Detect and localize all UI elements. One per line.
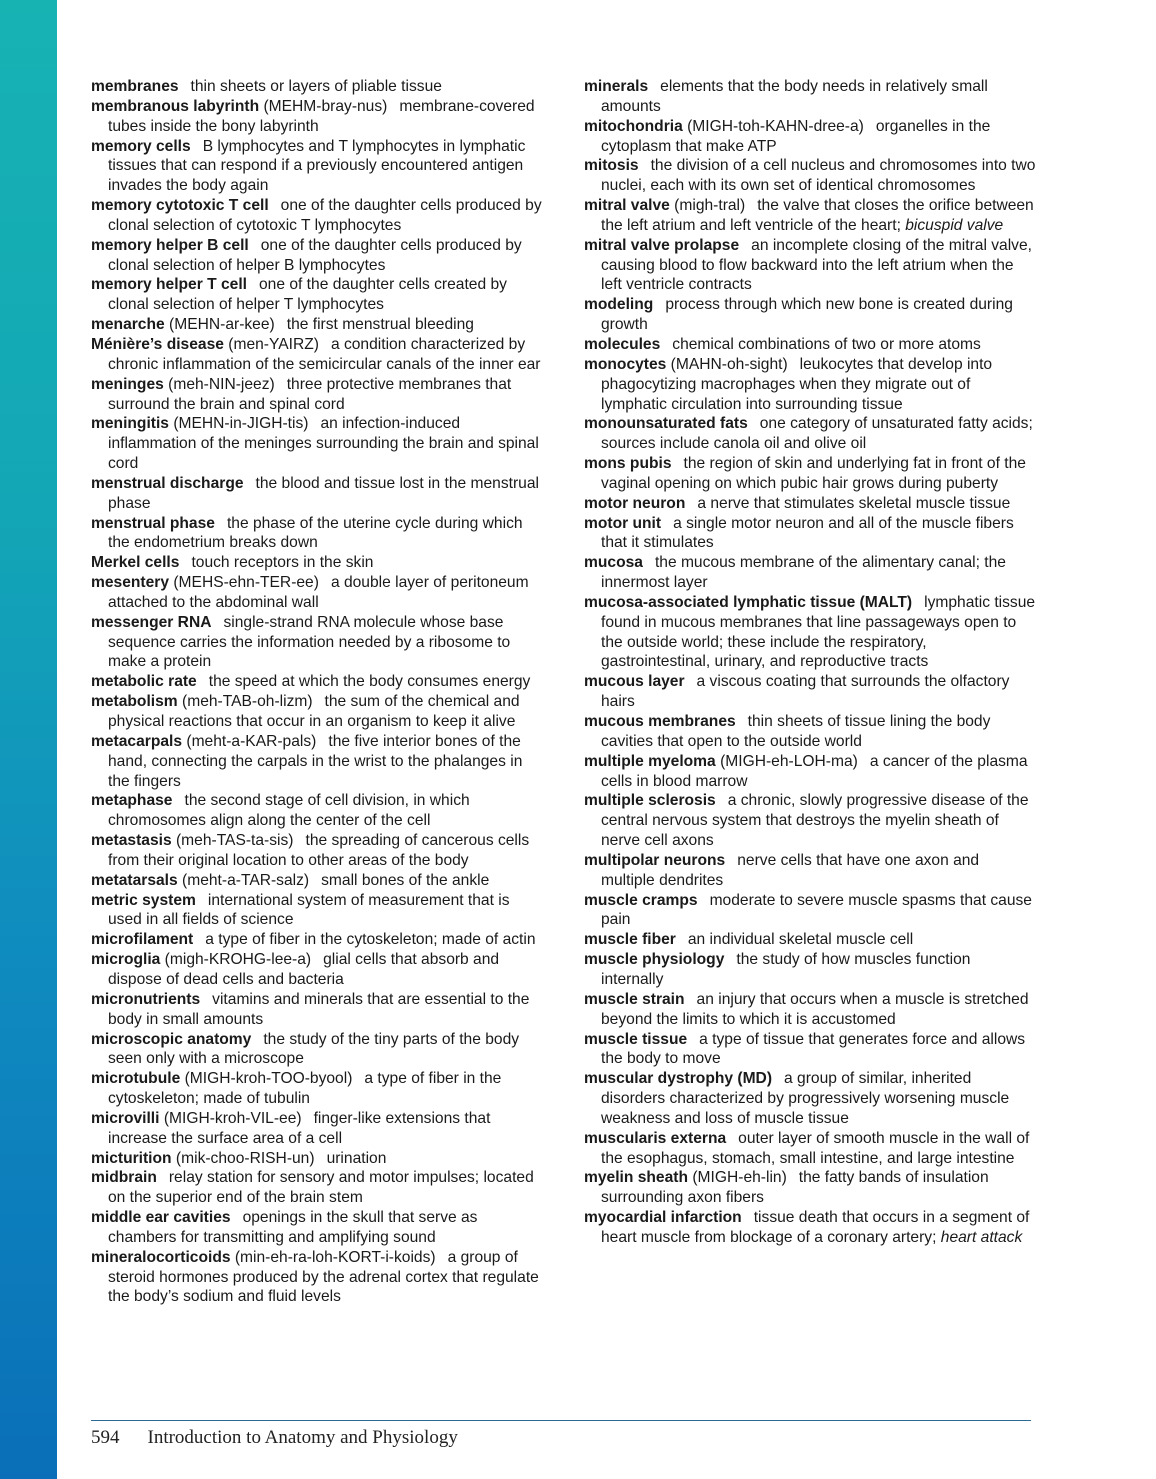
glossary-term: microvilli — [91, 1109, 160, 1127]
glossary-pronunciation: (MIGH-eh-LOH-ma) — [720, 752, 858, 770]
glossary-pronunciation: (meh-NIN-jeez) — [168, 375, 275, 393]
glossary-pronunciation: (meh-TAS-ta-sis) — [175, 832, 294, 850]
glossary-entry — [91, 831, 543, 871]
glossary-term: menarche — [91, 316, 165, 334]
glossary-entry — [91, 1149, 543, 1169]
glossary-term: mucous membranes — [584, 713, 736, 730]
glossary-definition: international system of measurement that is used in all fields of science — [108, 891, 510, 929]
glossary-pronunciation: (migh-KROHG-lee-a) — [164, 951, 312, 969]
glossary-entry — [584, 514, 1036, 554]
glossary-pronunciation: (MIGH-kroh-TOO-byool) — [184, 1070, 353, 1088]
glossary-definition: membrane-covered tubes inside the bony labyrinth — [108, 97, 535, 135]
glossary-entry — [584, 335, 1036, 355]
glossary-definition: the first menstrual bleeding — [286, 316, 474, 334]
glossary-term: metric system — [91, 891, 196, 909]
glossary-pronunciation: (MEHS-ehn-TER-ee) — [173, 574, 319, 592]
glossary-pronunciation: (MIGH-toh-KAHN-dree-a) — [687, 117, 864, 135]
glossary-entry — [584, 1168, 1036, 1208]
glossary-entry — [584, 930, 1036, 950]
glossary-entry — [584, 196, 1036, 236]
page-footer — [91, 1427, 458, 1449]
glossary-term: membranes — [91, 78, 179, 95]
glossary-pronunciation: (MIGH-eh-lin) — [692, 1169, 787, 1187]
glossary-definition: the study of how muscles function internally — [601, 951, 971, 988]
glossary-definition: tissue death that occurs in a segment of heart muscle from blockage of a coronary artery; — [601, 1209, 1030, 1246]
glossary-entry — [584, 1069, 1036, 1129]
glossary-term: muscle fiber — [584, 931, 676, 949]
glossary-entry — [584, 990, 1036, 1030]
glossary-definition: the division of a cell nucleus and chromosomes into two nuclei, each with its own set of identical chromosomes — [601, 157, 1036, 195]
glossary-definition: elements that the body needs in relatively small amounts — [601, 78, 988, 115]
glossary-definition: a single motor neuron and all of the muscle fibers that it stimulates — [601, 514, 1014, 552]
glossary-definition: relay station for sensory and motor impulses; located on the superior end of the brain stem — [108, 1169, 534, 1207]
glossary-definition: a type of fiber in the cytoskeleton; made of actin — [205, 931, 536, 949]
glossary-entry — [584, 950, 1036, 990]
glossary-entry — [584, 355, 1036, 415]
glossary-term: monocytes — [584, 355, 667, 373]
glossary-term: muscle strain — [584, 990, 685, 1008]
glossary-definition: vitamins and minerals that are essential to the body in small amounts — [108, 990, 530, 1028]
glossary-entry — [91, 514, 543, 554]
glossary-entry — [584, 593, 1036, 672]
glossary-entry — [91, 275, 543, 315]
glossary-definition: finger-like extensions that increase the surface area of a cell — [108, 1109, 491, 1147]
glossary-term: memory helper T cell — [91, 276, 247, 294]
glossary-definition: thin sheets of tissue lining the body cavities that open to the outside world — [601, 713, 991, 750]
glossary-definition: the mucous membrane of the alimentary canal; the innermost layer — [601, 554, 1006, 592]
glossary-alternate-term: heart attack — [940, 1228, 1023, 1246]
glossary-term: muscle physiology — [584, 951, 725, 969]
glossary-entry — [584, 236, 1036, 296]
glossary-definition: one of the daughter cells produced by clonal selection of cytotoxic T lymphocytes — [108, 197, 542, 234]
page-number: 594 — [91, 1427, 120, 1448]
glossary-term: multiple myeloma — [584, 752, 716, 770]
glossary-definition: a chronic, slowly progressive disease of the central nervous system that destroys the myelin sheath of nerve cell axons — [601, 792, 1029, 850]
glossary-entry — [91, 791, 543, 831]
glossary-term: metastasis — [91, 832, 172, 850]
glossary-definition: small bones of the ankle — [321, 871, 490, 889]
book-title: Introduction to Anatomy and Physiology — [147, 1427, 458, 1448]
glossary-entry — [91, 1168, 543, 1208]
glossary-entry — [584, 712, 1036, 752]
glossary-alternate-term: bicuspid valve — [905, 216, 1004, 234]
glossary-term: memory cells — [91, 137, 191, 155]
glossary-term: menstrual phase — [91, 514, 215, 532]
glossary-term: muscular dystrophy (MD) — [584, 1070, 773, 1088]
glossary-entry — [584, 1129, 1036, 1169]
glossary-term: monounsaturated fats — [584, 415, 748, 433]
glossary-definition: the sum of the chemical and physical reactions that occur in an organism to keep it alive — [108, 693, 520, 730]
glossary-definition: the second stage of cell division, in which chromosomes align along the center of the cell — [108, 792, 470, 830]
glossary-term: membranous labyrinth — [91, 97, 260, 115]
glossary-definition: a type of fiber in the cytoskeleton; made of tubulin — [108, 1070, 502, 1108]
glossary-term: midbrain — [91, 1169, 157, 1187]
glossary-entry — [91, 672, 543, 692]
glossary-term: muscle tissue — [584, 1030, 688, 1048]
glossary-definition: a double layer of peritoneum attached to the abdominal wall — [108, 574, 529, 611]
glossary-pronunciation: (MIGH-kroh-VIL-ee) — [163, 1109, 302, 1127]
glossary-term: myocardial infarction — [584, 1209, 742, 1227]
glossary-pronunciation: (meh-TAB-oh-lizm) — [182, 693, 313, 711]
glossary-definition: openings in the skull that serve as chambers for transmitting and amplifying sound — [108, 1209, 478, 1246]
glossary-definition: the phase of the uterine cycle during which the endometrium breaks down — [108, 514, 523, 552]
glossary-entry — [584, 156, 1036, 196]
glossary-term: micronutrients — [91, 990, 201, 1008]
glossary-definition: leukocytes that develop into phagocytizing macrophages when they migrate out of lymphatic circulation into surrounding tissue — [601, 355, 993, 413]
glossary-entry — [584, 891, 1036, 931]
glossary-definition: the blood and tissue lost in the menstrual phase — [108, 474, 539, 512]
glossary-pronunciation: (mik-choo-RISH-un) — [175, 1149, 315, 1167]
glossary-term: mitral valve — [584, 197, 670, 215]
glossary-definition: touch receptors in the skin — [191, 554, 374, 572]
glossary-entry — [91, 137, 543, 197]
glossary-definition: a group of similar, inherited disorders characterized by progressively worsening muscle weakness and loss of muscle tissue — [601, 1070, 1010, 1127]
glossary-entry — [584, 672, 1036, 712]
glossary-term: Merkel cells — [91, 554, 180, 572]
glossary-entry — [584, 1030, 1036, 1070]
glossary-term: memory cytotoxic T cell — [91, 197, 269, 215]
glossary-entry — [584, 117, 1036, 157]
glossary-entry — [584, 791, 1036, 851]
glossary-definition: an incomplete closing of the mitral valve, causing blood to flow backward into the left atrium when the left ventricle contracts — [601, 236, 1032, 294]
glossary-entry — [91, 1248, 543, 1308]
glossary-definition: an infection-induced inflammation of the meninges surrounding the brain and spinal cord — [108, 415, 539, 473]
glossary-definition: the five interior bones of the hand, connecting the carpals in the wrist to the phalanges in the fingers — [108, 732, 523, 790]
glossary-term: metabolism — [91, 693, 178, 711]
glossary-column-left — [91, 77, 543, 1307]
glossary-entry — [91, 692, 543, 732]
glossary-definition: outer layer of smooth muscle in the wall of the esophagus, stomach, small intestine, and large intestine — [601, 1129, 1030, 1167]
glossary-entry — [91, 375, 543, 415]
glossary-entry — [91, 335, 543, 375]
glossary-term: mucosa — [584, 554, 643, 572]
glossary-term: mineralocorticoids — [91, 1248, 231, 1266]
glossary-definition: one of the daughter cells created by clonal selection of helper T lymphocytes — [108, 276, 507, 314]
glossary-definition: urination — [326, 1149, 387, 1167]
glossary-entry — [91, 573, 543, 613]
glossary-entry — [91, 196, 543, 236]
glossary-definition: an injury that occurs when a muscle is stretched beyond the limits to which it is accustomed — [601, 990, 1029, 1028]
glossary-term: messenger RNA — [91, 613, 212, 631]
glossary-entry — [91, 553, 543, 573]
glossary-pronunciation: (min-eh-ra-loh-KORT-i-koids) — [234, 1248, 436, 1266]
glossary-term: microtubule — [91, 1070, 181, 1088]
footer-divider — [91, 1420, 1031, 1421]
glossary-definition: a group of steroid hormones produced by the adrenal cortex that regulate the body’s sodium and fluid levels — [108, 1248, 539, 1306]
glossary-term: muscle cramps — [584, 891, 698, 909]
glossary-definition: a nerve that stimulates skeletal muscle tissue — [697, 494, 1011, 512]
glossary-pronunciation: (MEHN-ar-kee) — [169, 316, 275, 334]
glossary-definition: one of the daughter cells produced by clonal selection of helper B lymphocytes — [108, 236, 522, 274]
glossary-definition: three protective membranes that surround the brain and spinal cord — [108, 375, 512, 413]
glossary-definition: nerve cells that have one axon and multiple dendrites — [601, 851, 980, 889]
glossary-definition: the spreading of cancerous cells from their original location to other areas of the body — [108, 832, 530, 869]
glossary-definition: B lymphocytes and T lymphocytes in lymphatic tissues that can respond if a previously encountered antigen invades the body again — [108, 137, 526, 195]
glossary-term: memory helper B cell — [91, 236, 249, 254]
glossary-entry — [91, 236, 543, 276]
glossary-entry — [584, 295, 1036, 335]
glossary-pronunciation: (meht-a-TAR-salz) — [182, 871, 310, 889]
glossary-definition: the speed at which the body consumes energy — [208, 673, 531, 691]
glossary-term: molecules — [584, 335, 661, 353]
glossary-entry — [91, 1030, 543, 1070]
glossary-definition: the region of skin and underlying fat in front of the vaginal opening on which pubic hair grows during puberty — [601, 455, 1026, 492]
glossary-term: metacarpals — [91, 732, 183, 750]
glossary-entry — [584, 494, 1036, 514]
glossary-term: microscopic anatomy — [91, 1030, 252, 1048]
glossary-entry — [584, 414, 1036, 454]
glossary-term: meningitis — [91, 415, 169, 433]
glossary-term: microfilament — [91, 931, 194, 949]
glossary-entry — [91, 1208, 543, 1248]
glossary-definition: process through which new bone is created during growth — [601, 296, 1013, 334]
glossary-definition: single-strand RNA molecule whose base sequence carries the information needed by a ribosome to make a protein — [108, 613, 511, 671]
glossary-term: meninges — [91, 375, 164, 393]
glossary-term: motor neuron — [584, 494, 686, 512]
glossary-entry — [91, 871, 543, 891]
glossary-definition: one category of unsaturated fatty acids; sources include canola oil and olive oil — [601, 415, 1033, 453]
glossary-definition: a cancer of the plasma cells in blood marrow — [601, 752, 1028, 790]
glossary-entry — [91, 732, 543, 792]
glossary-pronunciation: (migh-tral) — [674, 197, 746, 215]
glossary-entry — [91, 1109, 543, 1149]
glossary-definition: a type of tissue that generates force and allows the body to move — [601, 1030, 1026, 1068]
glossary-term: mons pubis — [584, 455, 672, 473]
glossary-term: multiple sclerosis — [584, 792, 716, 810]
glossary-definition: organelles in the cytoplasm that make ATP — [601, 117, 991, 155]
glossary-term: mitral valve prolapse — [584, 236, 740, 254]
glossary-term: Ménière’s disease — [91, 335, 224, 353]
glossary-term: myelin sheath — [584, 1169, 688, 1187]
glossary-pronunciation: (men-YAIRZ) — [228, 335, 319, 353]
glossary-entry — [584, 1208, 1036, 1248]
glossary-definition: chemical combinations of two or more atoms — [672, 335, 981, 353]
glossary-term: menstrual discharge — [91, 474, 244, 492]
glossary-term: mitosis — [584, 157, 639, 175]
glossary-entry — [584, 851, 1036, 891]
glossary-definition: thin sheets or layers of pliable tissue — [190, 78, 442, 95]
glossary-entry — [91, 414, 543, 474]
glossary-term: muscularis externa — [584, 1129, 727, 1147]
glossary-entry — [584, 553, 1036, 593]
glossary-term: mucous layer — [584, 673, 685, 691]
glossary-definition: glial cells that absorb and dispose of dead cells and bacteria — [108, 951, 500, 988]
glossary-term: micturition — [91, 1149, 172, 1167]
glossary-entry — [91, 930, 543, 950]
glossary-entry — [91, 990, 543, 1030]
glossary-pronunciation: (MEHN-in-JIGH-tis) — [173, 415, 309, 433]
glossary-definition: a condition characterized by chronic inflammation of the semicircular canals of the inner ear — [108, 335, 541, 373]
side-color-band — [0, 0, 57, 1479]
glossary-term: mesentery — [91, 574, 170, 592]
glossary-pronunciation: (MAHN-oh-sight) — [670, 355, 788, 373]
glossary-entry — [91, 950, 543, 990]
glossary-pronunciation: (MEHM-bray-nus) — [263, 97, 388, 115]
glossary-pronunciation: (meht-a-KAR-pals) — [186, 732, 317, 750]
glossary-entry — [91, 613, 543, 673]
glossary-term: minerals — [584, 78, 649, 95]
glossary-column-right — [584, 77, 1036, 1248]
glossary-term: metabolic rate — [91, 673, 197, 691]
glossary-definition: the study of the tiny parts of the body seen only with a microscope — [108, 1030, 520, 1068]
glossary-term: mucosa-associated lymphatic tissue (MALT) — [584, 593, 913, 611]
glossary-term: metatarsals — [91, 871, 178, 889]
glossary-term: middle ear cavities — [91, 1209, 231, 1227]
glossary-entry — [91, 97, 543, 137]
glossary-entry — [91, 891, 543, 931]
glossary-term: motor unit — [584, 514, 662, 532]
glossary-term: multipolar neurons — [584, 851, 726, 869]
glossary-definition: the fatty bands of insulation surrounding axon fibers — [601, 1169, 989, 1207]
glossary-definition: lymphatic tissue found in mucous membranes that line passageways open to the outside world; these include the respiratory, gastrointestinal, urinary, and reproductive tracts — [601, 593, 1036, 671]
glossary-term: modeling — [584, 296, 654, 314]
glossary-definition: a viscous coating that surrounds the olfactory hairs — [601, 673, 1010, 711]
glossary-entry — [584, 77, 1036, 117]
glossary-definition: the valve that closes the orifice between the left atrium and left ventricle of the heart; — [601, 197, 1034, 234]
glossary-entry — [91, 1069, 543, 1109]
glossary-term: microglia — [91, 951, 161, 969]
glossary-entry — [91, 474, 543, 514]
glossary-definition: moderate to severe muscle spasms that cause pain — [601, 891, 1032, 929]
glossary-term: metaphase — [91, 792, 173, 810]
glossary-entry — [584, 752, 1036, 792]
glossary-entry — [91, 315, 543, 335]
glossary-term: mitochondria — [584, 117, 683, 135]
glossary-entry — [91, 77, 543, 97]
glossary-entry — [584, 454, 1036, 494]
glossary-definition: an individual skeletal muscle cell — [687, 931, 914, 949]
